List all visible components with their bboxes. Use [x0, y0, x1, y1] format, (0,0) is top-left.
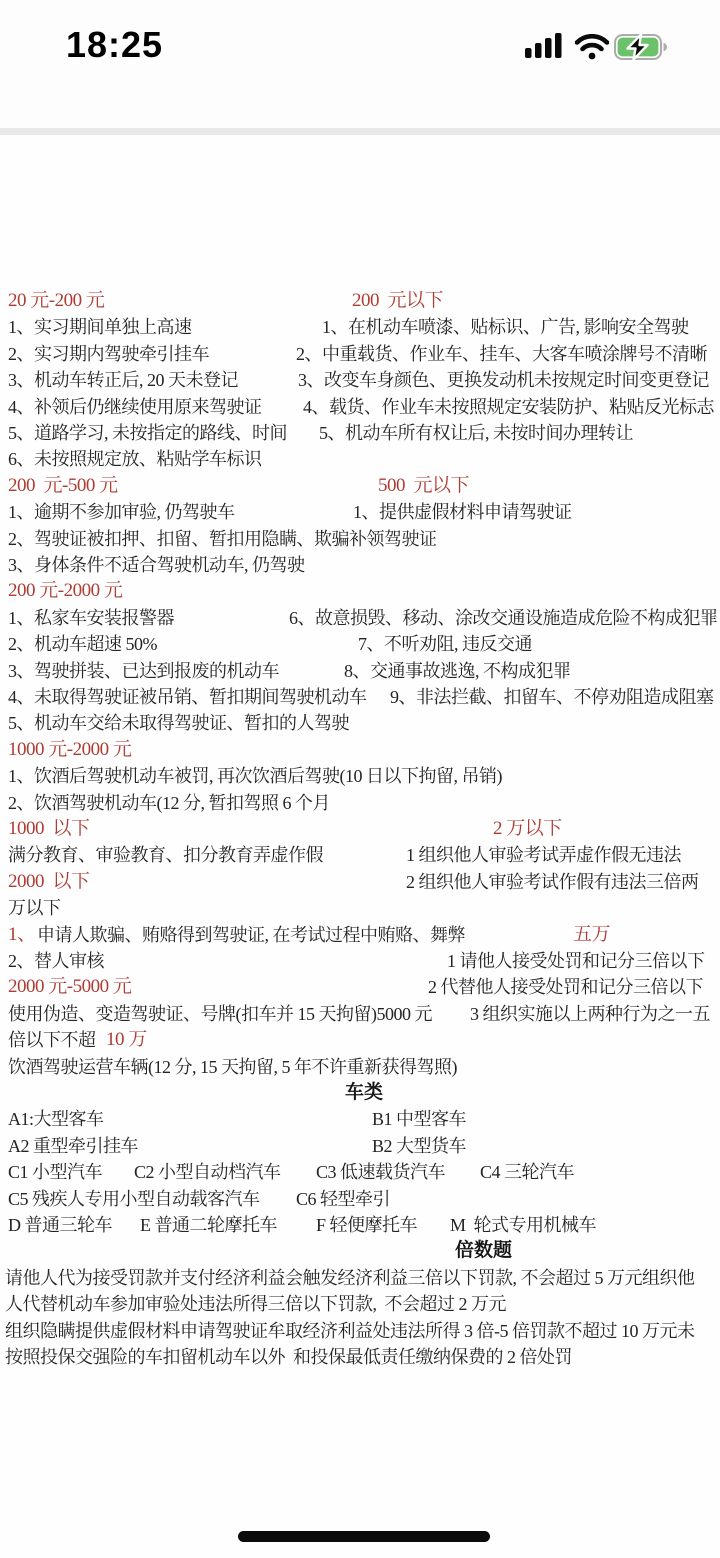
- text-line: [0, 1001, 720, 1028]
- text-line: [0, 552, 720, 579]
- fine-amount-heading: 五万: [573, 923, 611, 945]
- text-line: [0, 816, 720, 843]
- text-line: [0, 1344, 720, 1371]
- text-line: [0, 658, 720, 685]
- note-text: 3、身体条件不适合驾驶机动车, 仍驾驶: [8, 555, 305, 575]
- note-text: C6 轻型牵引: [296, 1188, 391, 1209]
- note-text: 1、实习期间单独上高速: [8, 317, 192, 338]
- note-text: F 轻便摩托车: [316, 1215, 418, 1235]
- text-line: [0, 895, 720, 922]
- text-line: [0, 1106, 720, 1133]
- note-text: 饮酒驾驶运营车辆(12 分, 15 天拘留, 5 年不许重新获得驾照): [8, 1056, 457, 1077]
- note-text: 2、驾驶证被扣押、扣留、暂扣用隐瞒、欺骗补领驾驶证: [8, 528, 437, 549]
- note-text: 6、故意损毁、移动、涂改交通设施造成危险不构成犯罪: [289, 607, 718, 628]
- fine-amount-heading: 20 元-200 元: [8, 290, 105, 311]
- text-line: [0, 1159, 720, 1186]
- text-line: [0, 314, 720, 341]
- note-text: C4 三轮汽车: [480, 1162, 575, 1183]
- note-text: 2、机动车超速 50%: [8, 634, 157, 655]
- note-text: 6、未按照规定放、粘贴学车标识: [8, 449, 262, 470]
- note-text: 1、私家车安装报警器: [8, 607, 174, 628]
- note-text: 2、实习期内驾驶牵引挂车: [8, 343, 209, 364]
- text-line: [0, 473, 720, 500]
- fine-amount-heading: 1000 元-2000 元: [8, 738, 132, 760]
- text-line: [0, 948, 720, 975]
- text-line: [0, 631, 720, 658]
- home-indicator[interactable]: [238, 1531, 490, 1542]
- text-line: [0, 790, 720, 817]
- note-text: 按照投保交强险的车扣留机动车以外 和投保最低责任缴纳保费的 2 倍处罚: [5, 1347, 572, 1367]
- note-text: M 轮式专用机械车: [450, 1215, 597, 1235]
- note-text: 1 请他人接受处罚和记分三倍以下: [447, 951, 705, 971]
- note-text: 9、非法拦截、扣留车、不停劝阻造成阻塞: [390, 687, 714, 707]
- note-text: 7、不听劝阻, 违反交通: [358, 634, 532, 655]
- text-line: [0, 499, 720, 526]
- text-line: [0, 341, 720, 368]
- text-line: [0, 394, 720, 421]
- note-text: 请他人代为接受罚款并支付经济利益会触发经济利益三倍以下罚款, 不会超过 5 万元组织他: [5, 1267, 695, 1288]
- note-text: 3、驾驶拼装、已达到报废的机动车: [8, 660, 279, 681]
- text-line: [0, 869, 720, 896]
- note-text: 2、替人审核: [8, 951, 104, 971]
- note-text: 5、机动车交给未取得驾驶证、暂扣的人驾驶: [8, 713, 349, 734]
- note-text: 1、逾期不参加审验, 仍驾驶车: [8, 502, 235, 523]
- text-line: [0, 842, 720, 869]
- text-line: [0, 1054, 720, 1081]
- note-text: A1:大型客车: [8, 1109, 104, 1130]
- note-text: 5、道路学习, 未按指定的路线、时间: [8, 423, 287, 443]
- note-text: A2 重型牵引挂车: [8, 1135, 138, 1156]
- fine-amount-heading: 200 元-2000 元: [8, 580, 123, 602]
- note-text: 3 组织实施以上两种行为之一五: [470, 1003, 710, 1024]
- note-text: 组织隐瞒提供虚假材料申请驾驶证牟取经济利益处违法所得 3 倍-5 倍罚款不超过 10 万元未: [5, 1320, 695, 1341]
- note-text: 1、饮酒后驾驶机动车被罚, 再次饮酒后驾驶(10 日以下拘留, 吊销): [8, 766, 502, 787]
- text-line: [0, 1291, 720, 1318]
- text-line: [0, 578, 720, 605]
- text-line: [0, 1212, 720, 1239]
- section-title: 倍数题: [455, 1240, 513, 1262]
- note-text: 满分教育、审验教育、扣分教育弄虚作假: [8, 845, 323, 866]
- text-line: [0, 974, 720, 1001]
- note-text: 1、提供虚假材料申请驾驶证: [353, 502, 572, 523]
- text-line: [0, 1133, 720, 1160]
- text-line: [0, 922, 720, 949]
- text-line: [0, 420, 720, 447]
- text-line: [0, 1238, 720, 1265]
- note-text: B2 大型货车: [372, 1135, 467, 1156]
- note-text: 使用伪造、变造驾驶证、号牌(扣车并 15 天拘留)5000 元: [8, 1003, 432, 1024]
- text-line: [0, 737, 720, 764]
- text-line: [0, 710, 720, 737]
- text-line: [0, 605, 720, 632]
- note-text: 1 组织他人审验考试弄虚作假无违法: [406, 845, 681, 866]
- note-text: 3、改变车身颜色、更换发动机未按规定时间变更登记: [298, 370, 709, 391]
- note-text: C1 小型汽车: [8, 1162, 103, 1183]
- text-line: [0, 1027, 720, 1054]
- note-text: B1 中型客车: [372, 1109, 467, 1130]
- fine-amount-heading: 2 万以下: [493, 818, 562, 839]
- text-line: [0, 1186, 720, 1213]
- note-text: 2、中重载货、作业车、挂车、大客车喷涂牌号不清晰: [296, 343, 707, 364]
- text-line: [0, 526, 720, 553]
- fine-amount-heading: 10 万: [106, 1029, 147, 1051]
- text-line: [0, 446, 720, 473]
- note-text: 3、机动车转正后, 20 天未登记: [8, 370, 238, 391]
- text-line: [0, 367, 720, 394]
- note-text: 2、饮酒驾驶机动车(12 分, 暂扣驾照 6 个月: [8, 792, 330, 813]
- note-text: 申请人欺骗、贿赂得到驾驶证, 在考试过程中贿赂、舞弊: [37, 924, 465, 945]
- fine-amount-heading: 1、: [8, 923, 36, 945]
- text-line: [0, 684, 720, 711]
- text-line: [0, 1265, 720, 1292]
- note-text: C2 小型自动档汽车: [134, 1162, 281, 1183]
- fine-amount-heading: 2000 以下: [8, 870, 90, 892]
- fine-amount-heading: 1000 以下: [8, 818, 90, 839]
- note-text: 5、机动车所有权让后, 未按时间办理转让: [319, 423, 633, 443]
- note-text: E 普通二轮摩托车: [140, 1215, 277, 1235]
- note-text: 2 代替他人接受处罚和记分三倍以下: [428, 977, 703, 998]
- text-line: [0, 763, 720, 790]
- status-time: 18:25: [66, 24, 164, 65]
- note-text: 人代替机动车参加审验处违法所得三倍以下罚款, 不会超过 2 万元: [5, 1294, 506, 1315]
- note-text: 万以下: [8, 898, 61, 919]
- section-title: 车类: [345, 1082, 384, 1103]
- note-text: D 普通三轮车: [8, 1215, 112, 1235]
- note-text: 8、交通事故逃逸, 不构成犯罪: [344, 660, 571, 681]
- text-line: [0, 1080, 720, 1107]
- fine-amount-heading: 500 元以下: [378, 474, 470, 496]
- note-text: 1、在机动车喷漆、贴标识、广告, 影响安全驾驶: [322, 317, 689, 338]
- fine-amount-heading: 2000 元-5000 元: [8, 976, 132, 998]
- note-text: 倍以下不超: [8, 1030, 100, 1051]
- text-line: [0, 1318, 720, 1345]
- note-text: C5 残疾人专用小型自动载客汽车: [8, 1188, 260, 1209]
- text-line: [0, 288, 720, 315]
- note-text: 4、载货、作业车未按照规定安装防护、粘贴反光标志: [303, 396, 714, 417]
- fine-amount-heading: 200 元-500 元: [8, 474, 118, 496]
- note-text: 4、补领后仍继续使用原来驾驶证: [8, 396, 262, 417]
- note-text: 2 组织他人审验考试作假有违法三倍两: [406, 871, 699, 892]
- note-text: C3 低速载货汽车: [316, 1162, 446, 1183]
- fine-amount-heading: 200 元以下: [352, 290, 444, 311]
- note-text: 4、未取得驾驶证被吊销、暂扣期间驾驶机动车: [8, 687, 367, 707]
